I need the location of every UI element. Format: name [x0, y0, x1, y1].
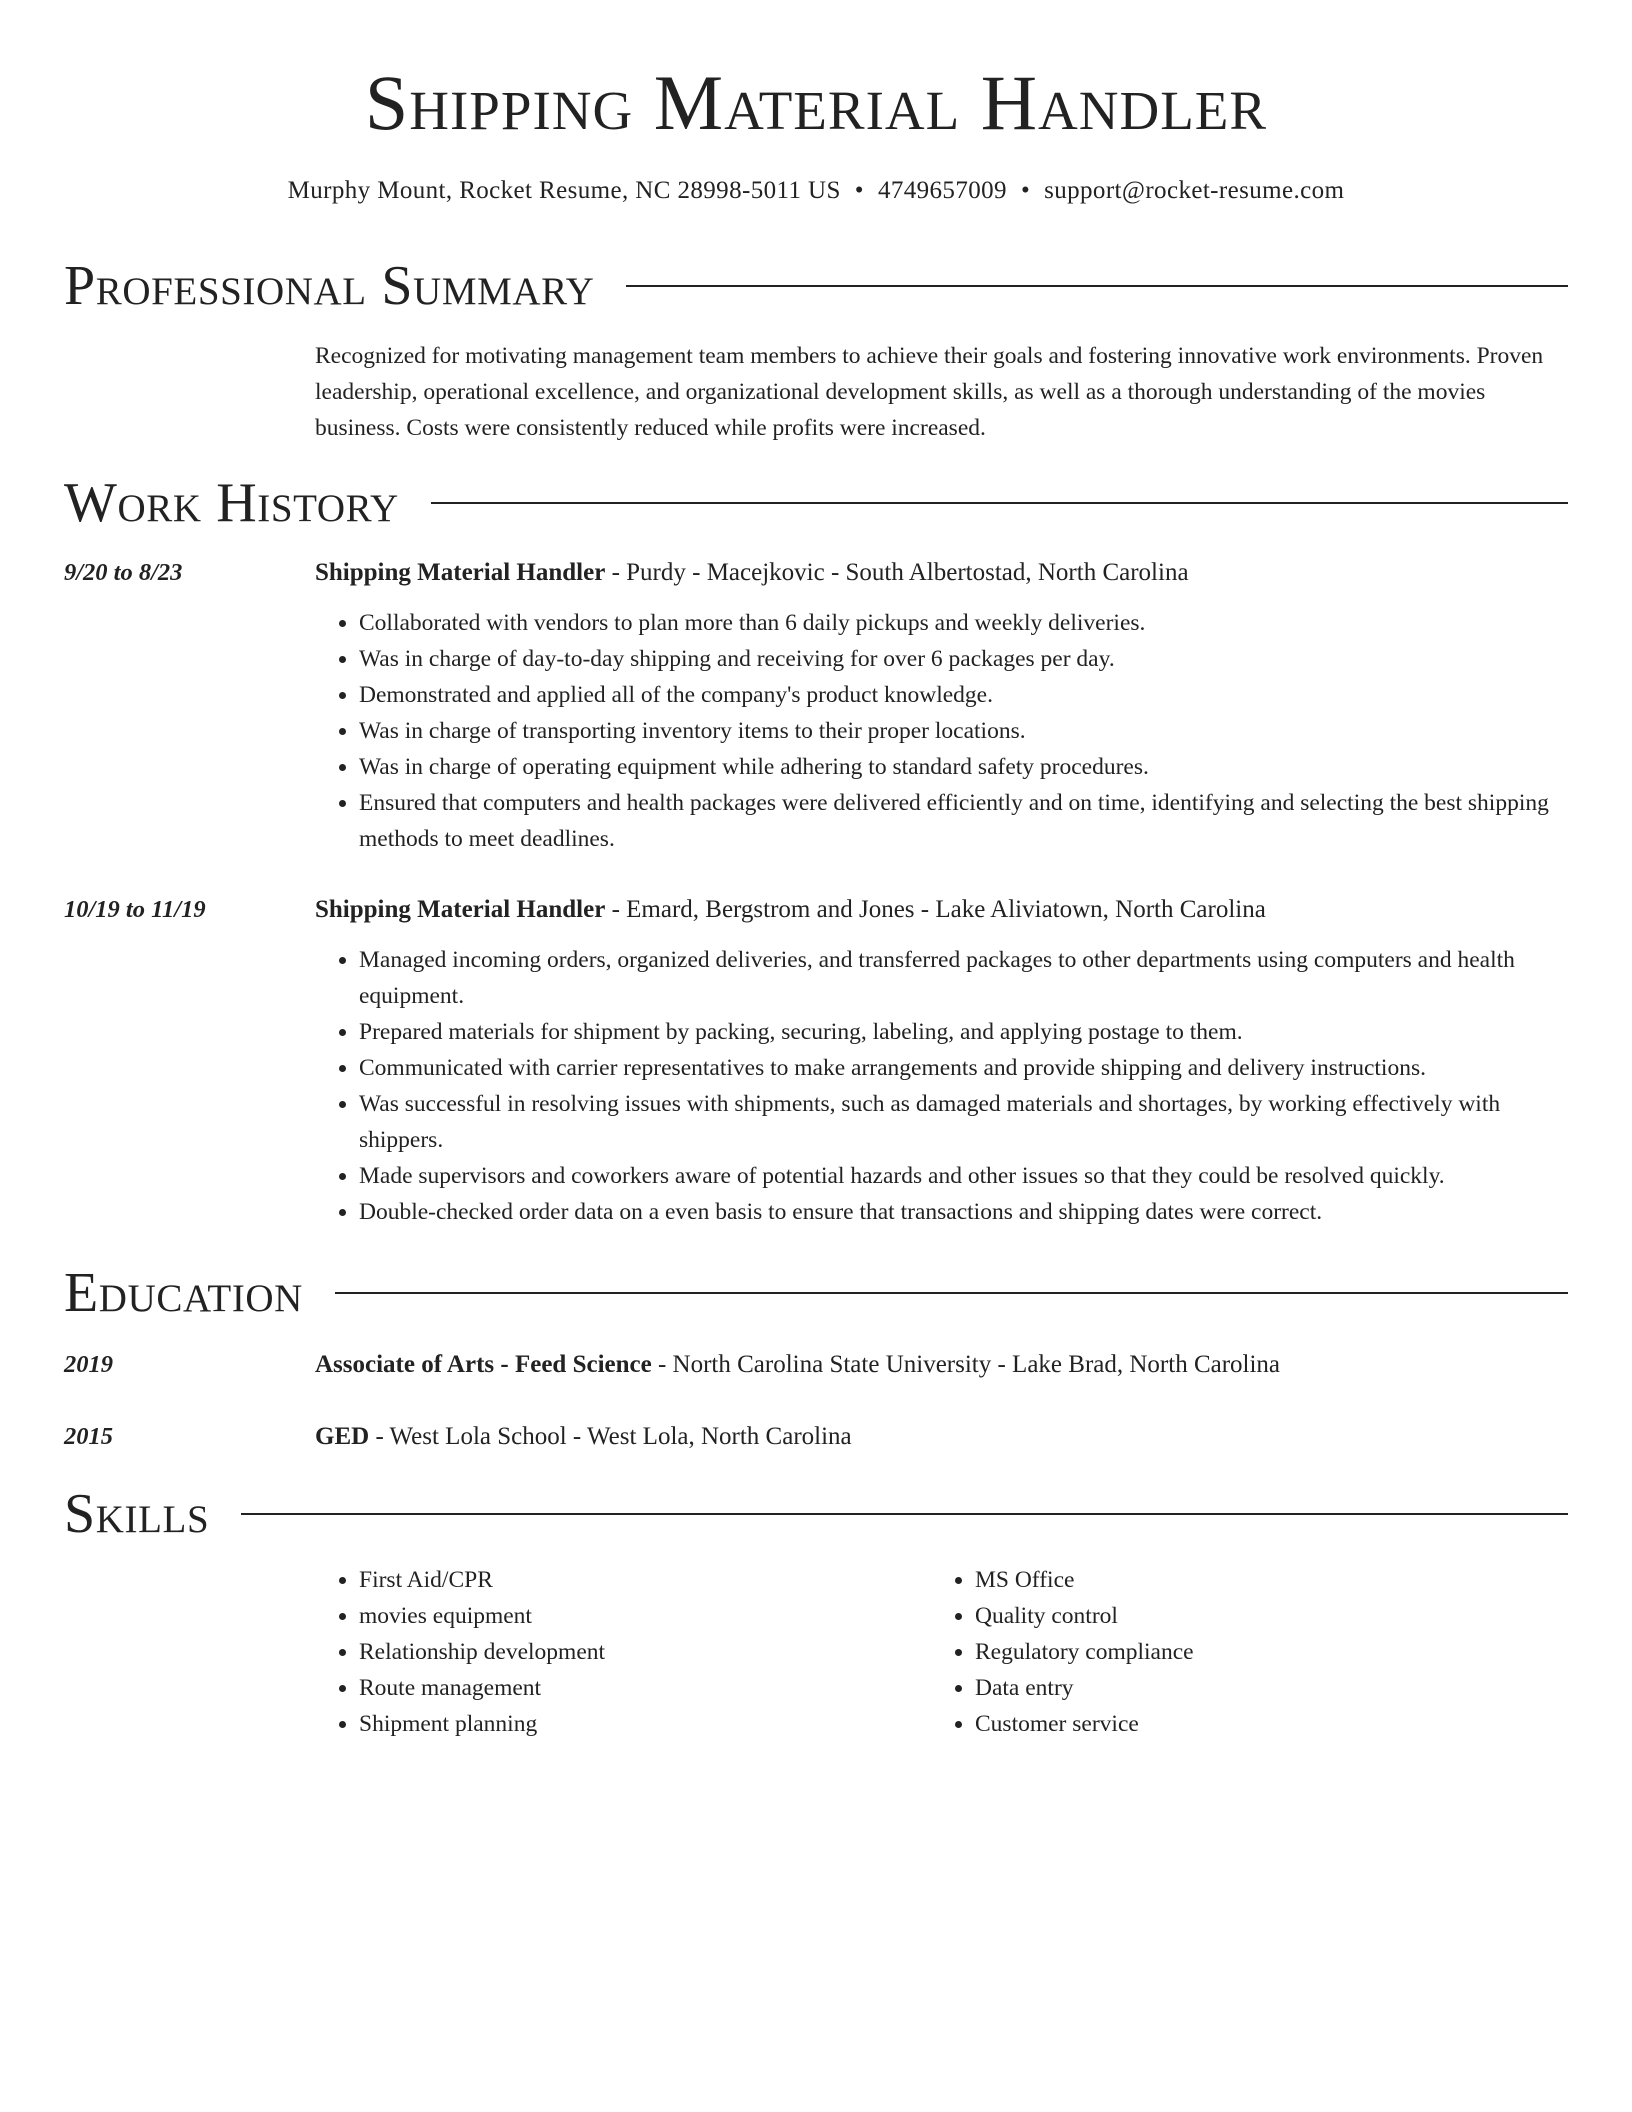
section-header: [64, 250, 1568, 322]
job-body: [315, 892, 1568, 1230]
skill-item: • movies equipment: [359, 1598, 931, 1634]
job-body: [315, 555, 1568, 857]
duty-item: • Prepared materials for shipment by packing, securing, labeling, and applying postage to them.: [359, 1014, 1568, 1050]
job-entry: [64, 892, 1568, 1230]
skills-column-right: [931, 1562, 1547, 1742]
education-year: 2015: [64, 1423, 113, 1450]
contact-separator: •: [1020, 177, 1031, 204]
education-entry: [64, 1419, 1568, 1455]
section-divider: [626, 285, 1568, 287]
skills-column-left: [315, 1562, 931, 1742]
contact-separator: •: [854, 177, 864, 204]
education-body: [315, 1419, 1568, 1455]
section-divider: [335, 1292, 1568, 1294]
duty-item: • Was in charge of day-to-day shipping and receiving for over 6 packages per day.: [359, 641, 1568, 677]
duty-item: • Was in charge of operating equipment while adhering to standard safety procedures.: [359, 749, 1568, 785]
job-entry: [64, 555, 1568, 857]
summary-text: Recognized for motivating management team members to achieve their goals and fostering innovative work environments. Proven leadership, operational excellence, and organizational development skills, as well as a thorough understanding of the movies business. Costs were consistently reduced while profits were increased.: [315, 343, 1544, 441]
section-divider: [241, 1513, 1568, 1515]
duty-item: • Was successful in resolving issues with shipments, such as damaged materials and shortages, by working effectively with shippers.: [359, 1086, 1568, 1158]
skill-item: • Data entry: [975, 1670, 1547, 1706]
education-body: [315, 1347, 1568, 1383]
job-duties: [315, 942, 1568, 1230]
resume-page: [64, 0, 1568, 2112]
education-entry: [64, 1347, 1568, 1383]
skills-columns: [315, 1562, 1568, 1742]
contact-phone: 4749657009: [877, 177, 1007, 204]
education-school: - West Lola School - West Lola, North Carolina: [369, 1423, 852, 1450]
job-duties: [315, 605, 1568, 857]
education-section: [64, 1257, 1568, 1450]
summary-heading: Professional Summary: [64, 255, 595, 317]
section-header: [64, 1478, 1568, 1550]
duty-item: • Made supervisors and coworkers aware of potential hazards and other issues so that they could be resolved quickly.: [359, 1158, 1568, 1194]
education-degree: Associate of Arts - Feed Science: [315, 1351, 652, 1378]
duty-item: • Demonstrated and applied all of the company's product knowledge.: [359, 677, 1568, 713]
job-title: Shipping Material Handler: [315, 896, 606, 923]
education-heading: Education: [64, 1262, 303, 1324]
skills-section: [64, 1478, 1568, 1742]
job-employer: - Emard, Bergstrom and Jones - Lake Aliviatown, North Carolina: [605, 896, 1266, 923]
job-heading: [315, 555, 1568, 591]
work-history-heading: Work History: [64, 472, 399, 534]
education-year: 2019: [64, 1351, 113, 1378]
skill-item: • Relationship development: [359, 1634, 931, 1670]
duty-item: • Was in charge of transporting inventory items to their proper locations.: [359, 713, 1568, 749]
education-heading-line: [315, 1419, 1568, 1455]
job-employer: - Purdy - Macejkovic - South Albertostad, North Carolina: [605, 559, 1189, 586]
skill-item: • Customer service: [975, 1706, 1547, 1742]
education-school: - North Carolina State University - Lake Brad, North Carolina: [651, 1351, 1281, 1378]
skill-item: • Route management: [359, 1670, 931, 1706]
section-header: [64, 1257, 1568, 1329]
duty-item: • Ensured that computers and health packages were delivered efficiently and on time, identifying and selecting the best shipping methods to meet deadlines.: [359, 785, 1568, 857]
education-heading-line: [315, 1347, 1568, 1383]
duty-item: • Double-checked order data on a even basis to ensure that transactions and shipping dates were correct.: [359, 1194, 1568, 1230]
duty-item: • Managed incoming orders, organized deliveries, and transferred packages to other departments using computers and health equipment.: [359, 942, 1568, 1014]
job-dates: 9/20 to 8/23: [64, 559, 183, 586]
skill-item: • Quality control: [975, 1598, 1547, 1634]
job-heading: [315, 892, 1568, 928]
summary-section: [64, 250, 1568, 446]
work-history-section: [64, 467, 1568, 1225]
skill-item: • First Aid/CPR: [359, 1562, 931, 1598]
job-dates: 10/19 to 11/19: [64, 896, 206, 923]
candidate-name: Shipping Material Handler: [364, 59, 1268, 146]
education-degree: GED: [315, 1423, 370, 1450]
contact-address: Murphy Mount, Rocket Resume, NC 28998-5011 US: [287, 177, 841, 204]
duty-item: • Communicated with carrier representatives to make arrangements and provide shipping and delivery instructions.: [359, 1050, 1568, 1086]
section-header: [64, 467, 1568, 539]
duty-item: • Collaborated with vendors to plan more than 6 daily pickups and weekly deliveries.: [359, 605, 1568, 641]
contact-email: support@rocket-resume.com: [1044, 177, 1345, 204]
contact-line: [64, 175, 1568, 207]
skill-item: • Shipment planning: [359, 1706, 931, 1742]
skill-item: • Regulatory compliance: [975, 1634, 1547, 1670]
section-divider: [431, 502, 1568, 504]
job-title: Shipping Material Handler: [315, 559, 606, 586]
skill-item: • MS Office: [975, 1562, 1547, 1598]
skills-heading: Skills: [64, 1483, 210, 1545]
